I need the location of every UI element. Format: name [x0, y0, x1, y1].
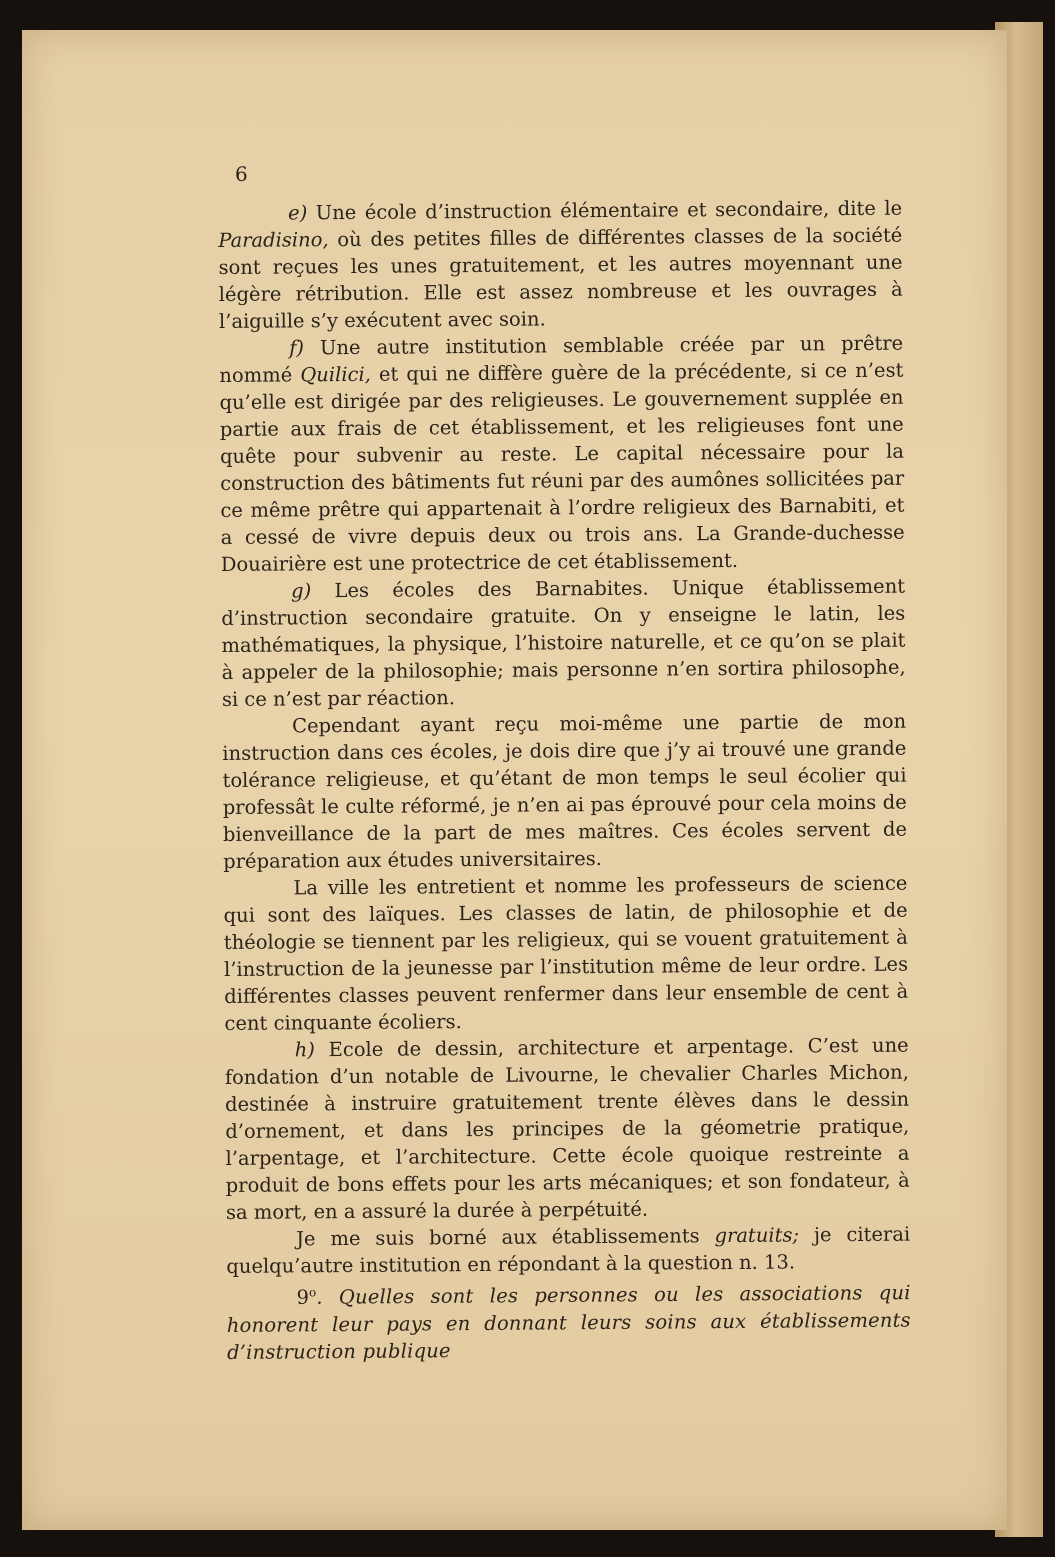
paragraph-e-name: Paradisino,: [218, 228, 329, 252]
paragraph-e-lead: Une école d’instruction élémentaire et secondaire, dite le: [307, 196, 903, 225]
paragraph-la-ville: La ville les entretient et nomme les professeurs de science qui sont des laïques. Les classes de latin, de philosophie et de théologie se tiennent par les religieux, qui se vouent gratuitement à l’instruction de la jeunesse par l’institution même de leur ordre. Les différentes classes peuvent renfermer dans leur ensemble de cent à cent cinquante écoliers.: [223, 871, 909, 1035]
paragraph-g-label: g): [290, 579, 312, 603]
paragraph-je-me-suis: [226, 1221, 910, 1280]
paragraph-je-text: je citerai quelqu’autre institution en répondant à la question n. 13.: [226, 1222, 911, 1278]
paragraph-g-text: Les écoles des Barnabites. Unique établissement d’instruction secondaire gratuite. On y enseigne le latin, les mathématiques, la physique, l’histoire naturelle, et ce qu’on se plait à appeler de la philosophie; mais personne n’en sortira philosophe, si ce n’est par réaction.: [221, 574, 906, 711]
paragraph-f-label: f): [289, 336, 305, 360]
body-text: [218, 195, 911, 1366]
paragraph-e-text: où des petites filles de différentes classes de la société sont reçues les unes gratuitement, et les autres moyennant une légère rétribution. Elle est assez nombreuse et les ouvrages à l’aiguille s’y exécutent avec soin.: [218, 223, 903, 333]
question-number-sup: o: [308, 1285, 317, 1300]
page-number: 6: [235, 162, 248, 186]
paragraph-f-text: et qui ne diffère guère de la précédente, si ce n’est qu’elle est dirigée par des religieuses. Le gouvernement supplée en partie aux frais de cet établissement, et les religieuses font une quête pour subvenir au reste. Le capital nécessaire pour la construction des bâtiments fut réuni par des aumônes sollicitées par ce même prêtre qui appartenait à l’ordre religieux des Barnabiti, et a cessé de vivre depuis deux ou trois ans. La Grande-duchesse Douairière est une protectrice de cet établissement.: [219, 358, 905, 576]
paragraph-e-label: e): [288, 201, 308, 225]
paragraph-f-lead: Une autre institution semblable créée par un prêtre nommé: [219, 331, 904, 387]
question-9: [226, 1275, 911, 1366]
paragraph-f: [219, 330, 905, 578]
question-text: . Quelles sont les personnes ou les associations qui honorent leur pays en donnant leurs soins aux établissements d’instruction publique: [226, 1281, 911, 1364]
paragraph-g: [221, 573, 906, 713]
paragraph-h-text: Ecole de dessin, architecture et arpentage. C’est une fondation d’un notable de Livourne, le chevalier Charles Michon, destinée à instruire gratuitement trente élèves dans le dessin d’ornement, et dans les principes de la géometrie pratique, l’arpentage, et l’architecture. Cette école quoique restreinte a produit de bons effets pour les arts mécaniques; et son fondateur, à sa mort, en a assuré la durée à perpétuité.: [224, 1033, 910, 1224]
paragraph-e: [218, 195, 903, 335]
paragraph-je-lead: Je me suis borné aux établissements: [296, 1224, 715, 1251]
paragraph-h: [225, 1032, 910, 1226]
paragraph-f-name: Quilici,: [300, 362, 371, 387]
question-number: 9: [296, 1285, 310, 1309]
paragraph-h-label: h): [294, 1038, 315, 1062]
paragraph-je-emph: gratuits;: [714, 1223, 800, 1248]
paragraph-cependant: Cependant ayant reçu moi-même une partie de mon instruction dans ces écoles, je dois dire que j’y ai trouvé une grande tolérance religieuse, et qu’étant de mon temps le seul écolier qui professât le culte réformé, je n’en ai pas éprouvé pour cela moins de bienveillance de la part de mes maîtres. Ces écoles servent de préparation aux études universitaires.: [222, 709, 908, 873]
